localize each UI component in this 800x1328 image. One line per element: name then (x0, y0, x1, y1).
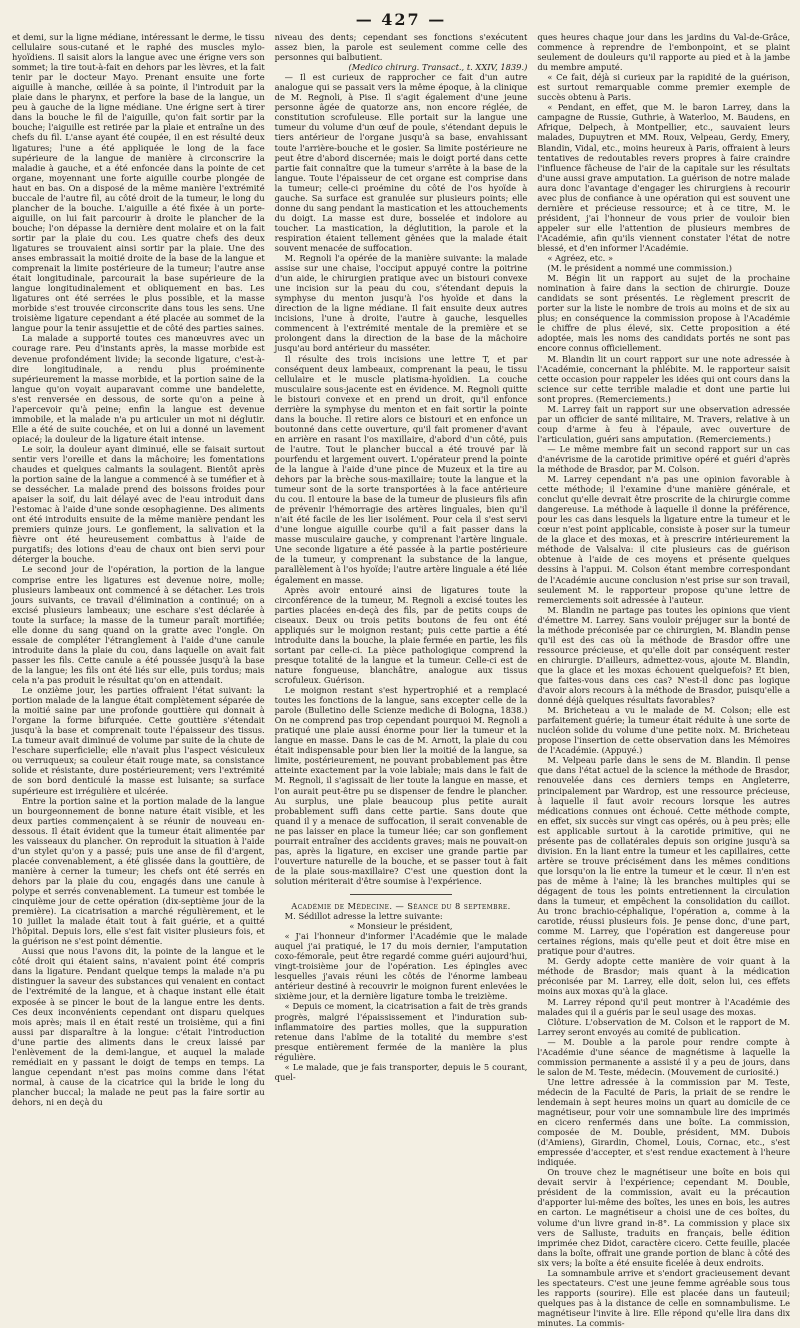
paragraph: M. Blandin ne partage pas toutes les opinions que vient d'émettre M. Larrey. Sans vouloir préjuger sur la bonté de la méthode préconisée par ce chirurgien, M. Blandin pense qu'il est des cas où la méthode de Brasdor offre une ressource précieuse, et qu'elle doit par conséquent rester en chirurgie. D'ailleurs, admettez-vous, ajoute M. Blandin, que la glace et les moxas échouent quelquefois? Et bien, que faites-vous dans ces cas? N'est-il donc pas logique d'avoir alors recours à la méthode de Brasdor, puisqu'elle a donné déjà quelques résultats favorables? (537, 604, 791, 706)
paragraph: Il résulte des trois incisions une lettre T, et par conséquent deux lambeaux, comprenant la peau, le tissu cellulaire et le muscle platisma-hyoïdien. La couche musculaire sous-jacente est en évidence. M. Regnoli quitte le bistouri convexe et en prend un droit, qu'il enfonce derrière la symphyse du menton et en fait sortir la pointe dans la bouche. Il retire alors ce bistouri et en enfonce un boutonné dans cette ouverture, qu'il fait promener d'avant en arrière en rasant l'os maxillaire, d'abord d'un côté, puis de l'autre. Tout le plancher buccal a été trouvé par là pourfendu et largement ouvert. L'opérateur prend la pointe de la langue à l'aide d'une pince de Muzeux et la tire au dehors par la brèche sous-maxillaire; toute la langue et la tumeur sont de la sorte transportées à la face antérieure du cou. Il entoure la base de la tumeur de plusieurs fils afin de prévenir l'hémorragie des artères linguales, bien qu'il n'ait été facile de les lier isolément. Pour cela il s'est servi d'une longue aiguille courbe qu'il a fait passer dans la masse musculaire gauche, y comprenant l'artère linguale. Une seconde ligature a été passée à la partie postérieure de la tumeur, y comprenant la substance de la langue, parallèlement à l'os hyoïde; l'autre artère linguale a été liée également en masse. (274, 353, 528, 585)
paragraph: niveau des dents; cependant ses fonctions s'exécutent assez bien, la parole est seulement comme celle des personnes qui balbutient. (274, 32, 528, 63)
paragraph: « Pendant, en effet, que M. le baron Larrey, dans la campagne de Russie, Guthrie, à Waterloo, M. Baudens, en Afrique, Delpech, à Montpellier, etc., sauvaient leurs malades, Dupuytren et MM. Roux, Velpeau, Gerdy, Emery, Blandin, Vidal, etc., moins heureux à Paris, offraient à leurs tentatives de redoutables revers propres à faire craindre l'influence fâcheuse de l'air de la capitale sur les résultats d'une aussi grave amputation. La guérison de notre malade aura donc l'avantage d'engager les chirurgiens à recourir avec plus de confiance à une opération qui est souvent une dernière et précieuse ressource; et à ce titre, M. le président, j'ai l'honneur de vous prier de vouloir bien appeler sur elle l'attention de plusieurs membres de l'Académie, afin qu'ils viennent constater l'état de notre blessé, et d'en informer l'Académie. (537, 102, 791, 253)
paragraph: ques heures chaque jour dans les jardins du Val-de-Grâce, commence à reprendre de l'embonpoint, et se plaint seulement de douleurs qu'il rapporte au pied et à la jambe du membre amputé. (537, 32, 791, 73)
letter-salutation: « Monsieur le président, (349, 921, 453, 932)
paragraph: M. Bégin lit un rapport au sujet de la prochaine nomination à faire dans la section de chirurgie. Douze candidats se sont présentés. Le règlement prescrit de porter sur la liste le nombre de trois au moins et de six au plus; en conséquence la commission propose à l'Académie le chiffre de plus élevé, six. Cette proposition a été adoptée, mais les noms des candidats portés ne sont pas encore connus officiellement. (537, 273, 791, 354)
paragraph: « Le malade, que je fais transporter, depuis le 5 courant, quel- (274, 1061, 528, 1082)
paragraph: (M. le président a nommé une commission.) (547, 263, 733, 274)
paragraph: Une lettre adressée à la commission par M. Teste, médecin de la Faculté de Paris, la priait de se rendre le lendemain à sept heures moins un quart au domicile de ce magnétiseur, pour voir une somnambule lire des imprimés en cicero renfermés dans une boîte. La commission, composée de M. Double, président, MM. Dubois (d'Amiens), Girardin, Chomel, Louis, Cornac, etc., s'est empressée d'accepter, et s'est rendue exactement à l'heure indiquée. (537, 1076, 791, 1168)
paragraph: — Il est curieux de rapprocher ce fait d'un autre analogue qui se passait vers la même époque, à la clinique de M. Regnoli, à Pise. Il s'agit également d'une jeune personne âgée de quatorze ans, non encore réglée, de constitution scrofuleuse. Elle portait sur la langue une tumeur du volume d'un œuf de poule, s'étendant depuis le tiers antérieur de l'organe jusqu'à sa base, envahissant toute l'arrière-bouche et le gosier. Sa limite postérieure ne peut être d'abord discernée; mais le doigt porté dans cette partie fait connaître que la tumeur s'arrête à la base de la langue. Toute l'épaisseur de cet organe est comprise dans la tumeur; celle-ci proémine du côté de l'os hyoïde à gauche. Sa surface est granulée sur plusieurs points; elle donne du sang pendant la mastication et les attouchements du doigt. La masse est dure, bosselée et indolore au toucher. La mastication, la déglutition, la parole et la respiration étaient tellement gênées que la malade était souvent menacée de suffocation. (274, 72, 528, 253)
section-heading: Académie de Médecine. — Séance du 8 septembre. (291, 900, 511, 911)
paragraph: Clôture. L'observation de M. Colson et le rapport de M. Larrey seront envoyés au comité de publication. (537, 1016, 791, 1037)
paragraph: M. Regnoli l'a opérée de la manière suivante: la malade assise sur une chaise, l'occiput appuyé contre la poitrine d'un aide, le chirurgien pratique avec un bistouri convexe une incision sur la peau du cou, s'étendant depuis la symphyse du menton jusqu'à l'os hyoïde et dans la direction de la ligne médiane. Il fait ensuite deux autres incisions, l'une à droite, l'autre à gauche, lesquelles commencent à l'extrémité mentale de la première et se prolongent dans la direction de la base de la mâchoire jusqu'au bord antérieur du masséter. (274, 253, 528, 354)
paragraph: Le soir, la douleur ayant diminué, elle se faisait surtout sentir vers l'oreille et dans la mâchoire; les fomentations chaudes et quelques calmants la soulagent. Bientôt après la portion saine de la langue a commencé à se tuméfier et à se dessécher. La malade prend des boissons froides pour apaiser la soif, du lait délayé avec de l'eau introduit dans l'estomac à l'aide d'une sonde œsophagienne. Des aliments ont été introduits ensuite de la même manière pendant les premiers quinze jours. Le gonflement, la salivation et la fièvre ont été heureusement combattus à l'aide de purgatifs; des lotions d'eau de chaux ont bien servi pour déterger la bouche. (12, 443, 265, 565)
text-columns (12, 32, 791, 1328)
paragraph: M. Blandin lit un court rapport sur une note adressée à l'Académie, concernant la phlébite. M. le rapporteur saisit cette occasion pour rappeler les idées qui ont cours dans la science sur cette terrible maladie et dont une partie lui sont propres. (Remerciements.) (537, 353, 791, 404)
paragraph: M. Larrey répond qu'il peut montrer à l'Académie des malades qui il a guéris par le seul usage des moxas. (537, 996, 791, 1017)
paragraph: La malade a supporté toutes ces manœuvres avec un courage rare. Peu d'instants après, la masse morbide est devenue profondément livide; la seconde ligature, c'est-à-dire longitudinale, a rendu plus proéminente supérieurement la masse morbide, et la portion saine de la langue qu'on voyait auparavant comme une bandelette, s'est renversée en dessous, de sorte qu'on a peine à l'apercevoir qu'à peine; enfin la langue est devenue immobile, et la malade n'a pu articuler un mot ni déglutir. Elle a été de suite couchée, et on lui a donné un lavement opiacé; la douleur de la ligature était intense. (12, 333, 265, 444)
paragraph: M. Velpeau parle dans le sens de M. Blandin. Il pense que dans l'état actuel de la science la méthode de Brasdor, renouvelée dans ces derniers temps en Angleterre, principalement par Wardrop, est une ressource précieuse, à laquelle il faut avoir recours lorsque les autres médications connues ont échoué. Cette méthode compte, en effet, six succès sur vingt cas opérés, ou à peu près; elle est applicable surtout à la carotide primitive, qui ne présente pas de collatérales depuis son origine jusqu'à sa division. En la liant entre la tumeur et les capillaires, cette artère se trouve précisément dans les mêmes conditions que lorsqu'on la lie entre la tumeur et le cœur. Il n'en est pas de même à l'aine; là les branches multiples qui se dégagent de tous les points entretiennent la circulation dans la tumeur, et empêchent la consolidation du caillot. Au tronc brachio-céphalique, l'opération a, comme à la carotide, réussi plusieurs fois. Je pense donc, d'une part, comme M. Larrey, que l'opération est dangereuse pour certaines régions, mais qu'elle peut et doit être mise en pratique pour d'autres. (537, 755, 791, 957)
paragraph: « Ce fait, déjà si curieux par la rapidité de la guérison, est surtout remarquable comme premier exemple de succès obtenu à Paris. (537, 72, 791, 103)
column-left (12, 32, 265, 1160)
column-middle (275, 32, 528, 1160)
paragraph: — M. Double a la parole pour rendre compte à l'Académie d'une séance de magnétisme à laquelle la commission permanente a assisté il y a peu de jours, dans le salon de M. Teste, médecin. (Mouvement de curiosité.) (537, 1036, 791, 1077)
paragraph: M. Larrey fait un rapport sur une observation adressée par un officier de santé militaire, M. Travers, relative à un coup d'arme à feu à l'épaule, avec ouverture de l'articulation, guéri sans amputation. (Remerciements.) (537, 403, 791, 444)
paragraph: M. Larrey cependant n'a pas une opinion favorable à cette méthode; il l'examine d'une manière générale, et conclut qu'elle devrait être proscrite de la chirurgie comme dangereuse. La méthode à laquelle il donne la préférence, pour les cas dans lesquels la ligature entre la tumeur et le cœur n'est point applicable, consiste à poser sur la tumeur de la glace et des moxas, et à prescrire intérieurement la méthode de Valsalva: il cite plusieurs cas de guérison obtenue à l'aide de ces moyens et présente quelques dessins à l'appui. M. Colson étant membre correspondant de l'Académie aucune conclusion n'est prise sur son travail, seulement M. le rapporteur propose qu'une lettre de remerciements soit adressée à l'auteur. (537, 474, 791, 605)
paragraph: « Depuis ce moment, la cicatrisation a fait de très grands progrès, malgré l'épaississement et l'induration sub-inflammatoire des parties molles, que la suppuration retenue dans l'abîme de la totalité du membre s'est presque entièrement fermée de la manière la plus régulière. (274, 1001, 528, 1062)
paragraph: M. Gerdy adopte cette manière de voir quant à la méthode de Brasdor; mais quant à la médication préconisée par M. Larrey, elle doit, selon lui, ces effets moins aux moxas qu'à la glace. (537, 956, 791, 997)
paragraph: Le moignon restant s'est hypertrophié et a remplacé toutes les fonctions de la langue, sans excepter celle de la parole (Bulletino delle Scienze mediche di Bologna, 1838.) On ne comprend pas trop cependant pourquoi M. Regnoli a pratiqué une plaie aussi énorme pour lier la tumeur et la langue en masse. Dans le cas de M. Arnott, la plaie du cou était indispensable pour bien lier la moitié de la langue, sa limite, postérieurement, ne pouvant probablement pas être atteinte exactement par la voie labiale; mais dans le fait de M. Regnoli, il s'agissait de lier toute la langue en masse, et l'on aurait peut-être pu se dispenser de fendre le plancher. Au surplus, une plaie beaucoup plus petite aurait probablement suffi dans cette partie. Sans doute que quand il y a menace de suffocation, il serait convenable de ne pas laisser en place la tumeur liée; car son gonflement pourrait entraîner des accidents graves; mais ne pouvait-on pas, après la ligature, en exciser une grande partie par l'ouverture naturelle de la bouche, et se passer tout à fait de la plaie sous-maxillaire? C'est une question dont la solution mériterait d'être soumise à l'expérience. (274, 685, 528, 886)
paragraph: La somnambule arrive et s'endort gracieusement devant les spectateurs. C'est une jeune femme agréable sous tous les rapports (sourire). Elle est placée dans un fauteuil; quelques pas à la distance de celle en somnambulisme. Le magnétiseur l'invite à lire. Elle répond qu'elle lira dans dix minutes. La commis- (537, 1267, 791, 1328)
page-number: — 427 — (355, 10, 447, 29)
paragraph: « Agréez, etc. » (547, 253, 614, 264)
paragraph: On trouve chez le magnétiseur une boîte en bois qui devait servir à l'expérience; cependant M. Double, président de la commission, avait eu la précaution d'apporter lui-même des boîtes, les unes en bois, les autres en carton. Le magnétiseur a choisi une de ces boîtes, du volume d'un livre grand in-8°. La commission y place six vers de Salluste, traduits en français, belle édition imprimée chez Didot, caractère cicero. Cette feuille, placée dans la boîte, offrait une grande portion de blanc à côté des six vers; la boîte a été ensuite ficelée à deux endroits. (537, 1167, 791, 1268)
paragraph: M. Sédillot adresse la lettre suivante: (284, 911, 443, 922)
paragraph: Le second jour de l'opération, la portion de la langue comprise entre les ligatures est devenue noire, molle; plusieurs lambeaux ont commencé à se détacher. Les trois jours suivants, ce travail d'élimination a continué; on a excisé plusieurs lambeaux; une eschare s'est déclarée à toute la surface; la masse de la tumeur paraît mortifiée; elle donne du sang quand on la gratte avec l'ongle. On essaie de compléter l'étranglement à l'aide d'une canule introduite dans la plaie du cou, dans laquelle on avait fait passer les fils. Cette canule a été poussée jusqu'à la base de la langue; les fils ont été liés sur elle, puis tordus; mais cela n'a pas produit le résultat qu'on en attendait. (12, 564, 265, 685)
paragraph: M. Bricheteau a vu le malade de M. Colson; elle est parfaitement guérie; la tumeur était réduite à une sorte de nucléon solide du volume d'une petite noix. M. Bricheteau propose l'insertion de cette observation dans les Mémoires de l'Académie. (Appuyé.) (537, 705, 791, 756)
column-right (537, 32, 791, 1328)
paragraph: et demi, sur la ligne médiane, intéressant le derme, le tissu cellulaire sous-cutané et le raphé des muscles mylo-hyoïdiens. Il saisit alors la langue avec une érigne vers son sommet; la tire tout-à-fait en dehors par les lèvres, et la fait tenir par le docteur Mayo. Prenant ensuite une forte aiguille à manche, œillée à sa pointe, il l'introduit par la plaie dans le pharynx, et perfore la base de la langue, un peu à gauche de la ligne médiane. Une érigne sert à tirer dans la bouche le fil de l'aiguille, qu'on fait sortir par la bouche; l'aiguille est retirée par la plaie et entraîne un des chefs du fil. L'anse ayant été coupée, il en est résulté deux ligatures; l'une a été appliquée le long de la face supérieure de la langue de manière à circonscrire la maladie à gauche, et a été enfoncée dans la pointe de cet organe, moyennant une forte aiguille courbe plongée de haut en bas. On a disposé de la même manière l'extrémité buccale de l'autre fil, au côté droit de la tumeur, le long du plancher de la bouche. L'aiguille a été fixée à un porte-aiguille, on lui fait parcourir à droite le plancher de la bouche; l'on dépasse la dernière dent molaire et on la fait sortir par la plaie du cou. Les quatre chefs des deux ligatures se trouvaient ainsi sortir par la plaie. Une des anses embrassait la moitié droite de la base de la langue et comprenait la limite postérieure de la tumeur; l'autre anse était longitudinale, parcourait la base supérieure de la langue longitudinalement et obliquement en bas. Les ligatures ont été serrées le plus possible, et la masse morbide s'est trouvée circonscrite dans tous les sens. Une troisième ligature cependant a été placée au sommet de la langue pour la tenir assujettie et de côté des parties saines. (12, 32, 265, 334)
citation: (Medico chirurg. Transact., t. XXIV, 1839.) (348, 62, 528, 73)
paragraph: — Le même membre fait un second rapport sur un cas d'anévrisme de la carotide primitive opéré et guéri d'après la méthode de Brasdor, par M. Colson. (537, 443, 791, 475)
paragraph: Aussi que nous l'avons dit, la pointe de la langue et le côté droit qui étaient sains, n'avaient point été compris dans la ligature. Pendant quelque temps la malade n'a pu distinguer la saveur des substances qui venaient en contact de l'extrémité de la langue, et à chaque instant elle était exposée à se pincer le bout de la langue entre les dents. Ces deux inconvénients cependant ont disparu quelques mois après; mais il en était resté un troisième, qui a fini aussi par disparaître à la longue: c'était l'introduction d'une partie des aliments dans le creux laissé par l'enlèvement de la demi-langue, et auquel la malade remédiait en y passant le doigt de temps en temps. La langue cependant n'est pas moins comme dans l'état normal, à cause de la cicatrice qui la bride le long du plancher buccal; la malade ne peut pas la faire sortir au dehors, ni en deçà du (12, 946, 265, 1107)
paragraph: Après avoir entouré ainsi de ligatures toute la circonférence de la tumeur, M. Regnoli a excisé toutes les parties placées en-deçà des fils, par de petits coups de ciseaux. Deux ou trois petits boutons de feu ont été appliqués sur le moignon restant; puis cette partie a été introduite dans la bouche, la plaie fermée en partie, les fils sortant par celle-ci. La pièce pathologique comprend la presque totalité de la langue et la tumeur. Celle-ci est de nature fongueuse, blanchâtre, analogue aux tissus scrofuleux. Guérison. (274, 584, 528, 685)
paragraph: « J'ai l'honneur d'informer l'Académie que le malade auquel j'ai pratiqué, le 17 du mois dernier, l'amputation coxo-fémorale, peut être regardé comme guéri aujourd'hui, vingt-troisième jour de l'opération. Les épingles avec lesquelles j'avais réuni les côtés de l'énorme lambeau antérieur destiné à recouvrir le moignon furent enlevées le sixième jour, et la dernière ligature tomba le treizième. (274, 931, 528, 1002)
section-divider (350, 894, 451, 895)
paragraph: Entre la portion saine et la portion malade de la langue un bourgeonnement de bonne nature était visible, et les deux parties commençaient à se réunir de nouveau en-dessous. Il était évident que la tumeur était alimentée par les vaisseaux du plancher. On reproduit la situation à l'aide d'un stylet qu'on y a passé; puis une anse de fil d'argent, placée convenablement, a été glissée dans la gouttière, de manière à cerner la tumeur; les chefs ont été serrés en dehors par la plaie du cou, engagés dans une canule à polype et serrés convenablement. La tumeur est tombée le cinquième jour de cette opération (dix-septième jour de la première). La cicatrisation a marché régulièrement, et le 10 juillet la malade était tout à fait guérie, et a quitté l'hôpital. Depuis lors, elle s'est fait visiter plusieurs fois, et la guérison ne s'est point démentie. (12, 795, 265, 947)
paragraph: Le onzième jour, les parties offraient l'état suivant: la portion malade de la langue était complètement séparée de la moitié saine par une profonde gouttière qui donnait à l'organe la forme bifurquée. Cette gouttière s'étendait jusqu'à la base et comprenait toute l'épaisseur des tissus. La tumeur avait diminué de volume par suite de la chute de l'eschare superficielle; elle n'avait plus l'aspect vésiculeux ou verruqueux; sa couleur était rouge mate, sa consistance solide et résistante, dure postérieurement; vers l'extrémité de son bord denticulé la masse est luisante; sa surface supérieure est irrégulière et ulcérée. (12, 685, 265, 796)
